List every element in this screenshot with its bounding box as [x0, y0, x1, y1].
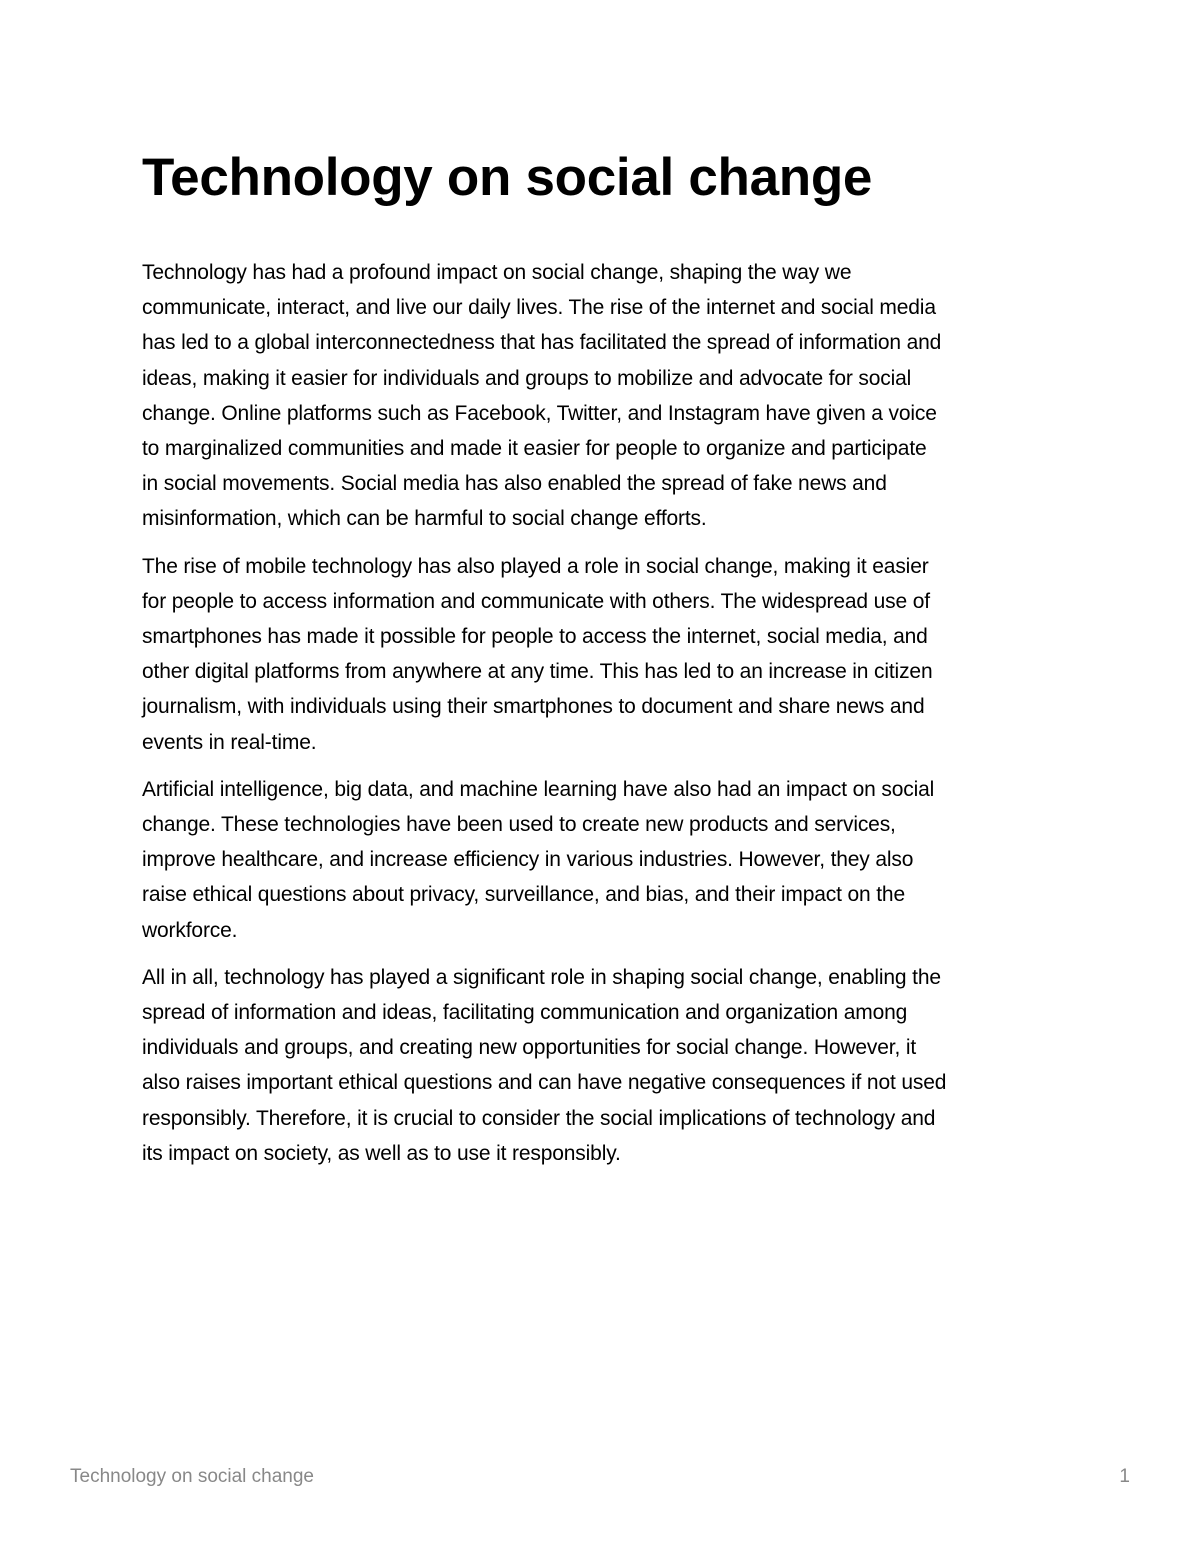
text-line: individuals and groups, and creating new opportunities for social change. However, it	[142, 1036, 917, 1060]
document-title: Technology on social change	[142, 148, 873, 207]
text-line: Technology has had a profound impact on social change, shaping the way we	[142, 261, 852, 284]
document-body	[142, 255, 1072, 1183]
text-line: its impact on society, as well as to use it responsibly.	[142, 1141, 621, 1165]
text-line: for people to access information and communicate with others. The widespread use of	[142, 589, 930, 613]
text-line: events in real-time.	[142, 730, 317, 754]
text-line: has led to a global interconnectedness that has facilitated the spread of information and	[142, 331, 942, 355]
text-line: responsibly. Therefore, it is crucial to consider the social implications of technology and	[142, 1106, 936, 1130]
text-line: workforce.	[142, 918, 238, 942]
text-line: All in all, technology has played a significant role in shaping social change, enabling the	[142, 965, 941, 989]
paragraph-2	[142, 549, 1072, 760]
text-line: smartphones has made it possible for people to access the internet, social media, and	[142, 625, 928, 649]
text-line: journalism, with individuals using their smartphones to document and share news and	[142, 695, 925, 719]
text-line: communicate, interact, and live our daily lives. The rise of the internet and social media	[142, 296, 936, 320]
text-line: misinformation, which can be harmful to social change efforts.	[142, 507, 707, 531]
paragraph-3	[142, 772, 1072, 948]
page-number: 1	[1119, 1466, 1130, 1487]
text-line: also raises important ethical questions and can have negative consequences if not used	[142, 1071, 947, 1095]
text-line: in social movements. Social media has also enabled the spread of fake news and	[142, 472, 887, 496]
text-line: ideas, making it easier for individuals and groups to mobilize and advocate for social	[142, 366, 912, 390]
paragraph-1	[142, 255, 1072, 537]
paragraph-4	[142, 960, 1072, 1171]
text-line: The rise of mobile technology has also played a role in social change, making it easier	[142, 554, 929, 578]
text-line: change. Online platforms such as Facebook, Twitter, and Instagram have given a voice	[142, 401, 937, 425]
footer-title: Technology on social change	[70, 1466, 315, 1487]
text-line: raise ethical questions about privacy, surveillance, and bias, and their impact on the	[142, 883, 905, 907]
text-line: to marginalized communities and made it easier for people to organize and participate	[142, 437, 927, 461]
text-line: change. These technologies have been used to create new products and services,	[142, 813, 896, 837]
text-line: improve healthcare, and increase efficiency in various industries. However, they also	[142, 848, 914, 872]
text-line: Artificial intelligence, big data, and machine learning have also had an impact on social	[142, 777, 935, 801]
text-line: other digital platforms from anywhere at any time. This has led to an increase in citizen	[142, 660, 933, 684]
text-line: spread of information and ideas, facilitating communication and organization among	[142, 1001, 908, 1025]
